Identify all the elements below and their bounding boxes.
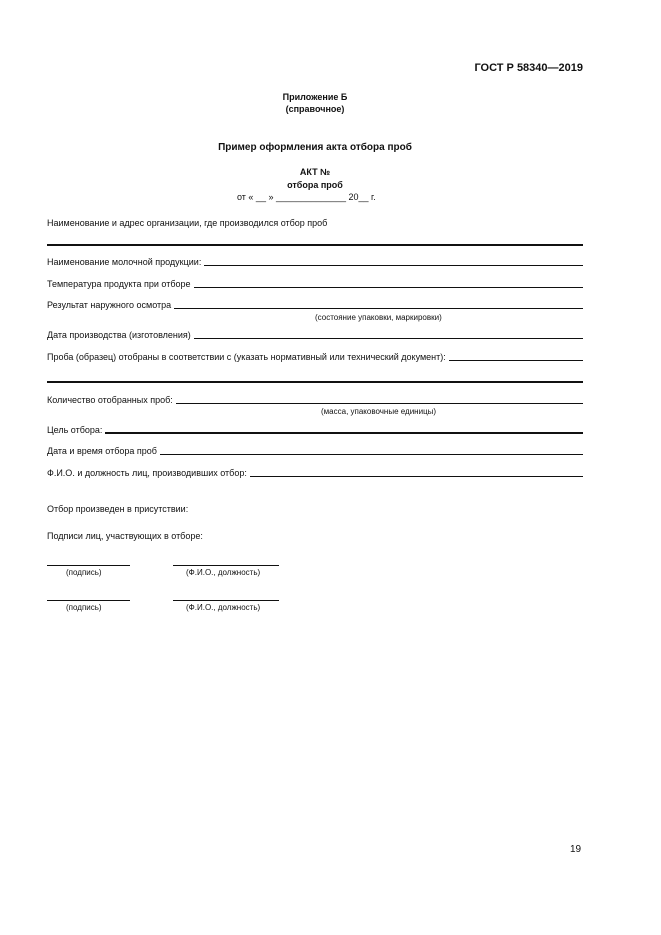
persons-row <box>47 468 583 478</box>
persons-label: Ф.И.О. и должность лиц, производивших отбор: <box>47 468 247 478</box>
quantity-field[interactable] <box>176 402 583 404</box>
datetime-field[interactable] <box>160 453 583 455</box>
standard-number: ГОСТ Р 58340—2019 <box>474 62 583 74</box>
inspection-label: Результат наружного осмотра <box>47 300 172 310</box>
inspection-field[interactable] <box>174 307 583 309</box>
section-title: Пример оформления акта отбора проб <box>218 142 412 153</box>
presence-label: Отбор произведен в присутствии: <box>47 504 189 514</box>
temperature-row <box>47 279 583 289</box>
production-date-field[interactable] <box>194 337 583 339</box>
datetime-row <box>47 446 583 456</box>
persons-field[interactable] <box>250 475 583 477</box>
temperature-label: Температура продукта при отборе <box>47 279 191 289</box>
production-date-row <box>47 330 583 340</box>
name-position-line[interactable] <box>173 565 279 566</box>
quantity-hint: (масса, упаковочные единицы) <box>321 407 437 416</box>
product-label: Наименование молочной продукции: <box>47 257 202 267</box>
purpose-row <box>47 425 583 435</box>
quantity-row <box>47 395 583 405</box>
compliance-field[interactable] <box>449 359 583 361</box>
production-date-label: Дата производства (изготовления) <box>47 330 191 340</box>
act-date-line: от « __ » ______________ 20__ г. <box>237 192 376 202</box>
name-position-hint: (Ф.И.О., должность) <box>186 568 261 577</box>
purpose-label: Цель отбора: <box>47 425 103 435</box>
appendix-type: (справочное) <box>285 104 345 114</box>
signature-line[interactable] <box>47 565 130 566</box>
signature-hint: (подпись) <box>66 603 102 612</box>
signatures-title: Подписи лиц, участвующих в отборе: <box>47 531 203 541</box>
signature-hint: (подпись) <box>66 568 102 577</box>
product-field[interactable] <box>204 264 583 266</box>
quantity-label: Количество отобранных проб: <box>47 395 173 405</box>
compliance-line-2[interactable] <box>47 381 583 383</box>
signature-line[interactable] <box>47 600 130 601</box>
datetime-label: Дата и время отбора проб <box>47 446 157 456</box>
inspection-row <box>47 300 583 310</box>
purpose-field[interactable] <box>105 431 583 434</box>
org-label: Наименование и адрес организации, где производился отбор проб <box>47 218 328 228</box>
temperature-field[interactable] <box>194 286 583 288</box>
org-line[interactable] <box>47 244 583 246</box>
compliance-row <box>47 352 583 362</box>
page-number: 19 <box>570 844 582 855</box>
act-title: АКТ № <box>299 167 331 177</box>
act-subtitle: отбора проб <box>287 180 343 190</box>
name-position-line[interactable] <box>173 600 279 601</box>
name-position-hint: (Ф.И.О., должность) <box>186 603 261 612</box>
compliance-label: Проба (образец) отобраны в соответствии с (указать нормативный или технический документ): <box>47 352 446 362</box>
inspection-hint: (состояние упаковки, маркировки) <box>315 313 442 322</box>
appendix-title: Приложение Б <box>282 92 348 102</box>
product-row <box>47 257 583 267</box>
